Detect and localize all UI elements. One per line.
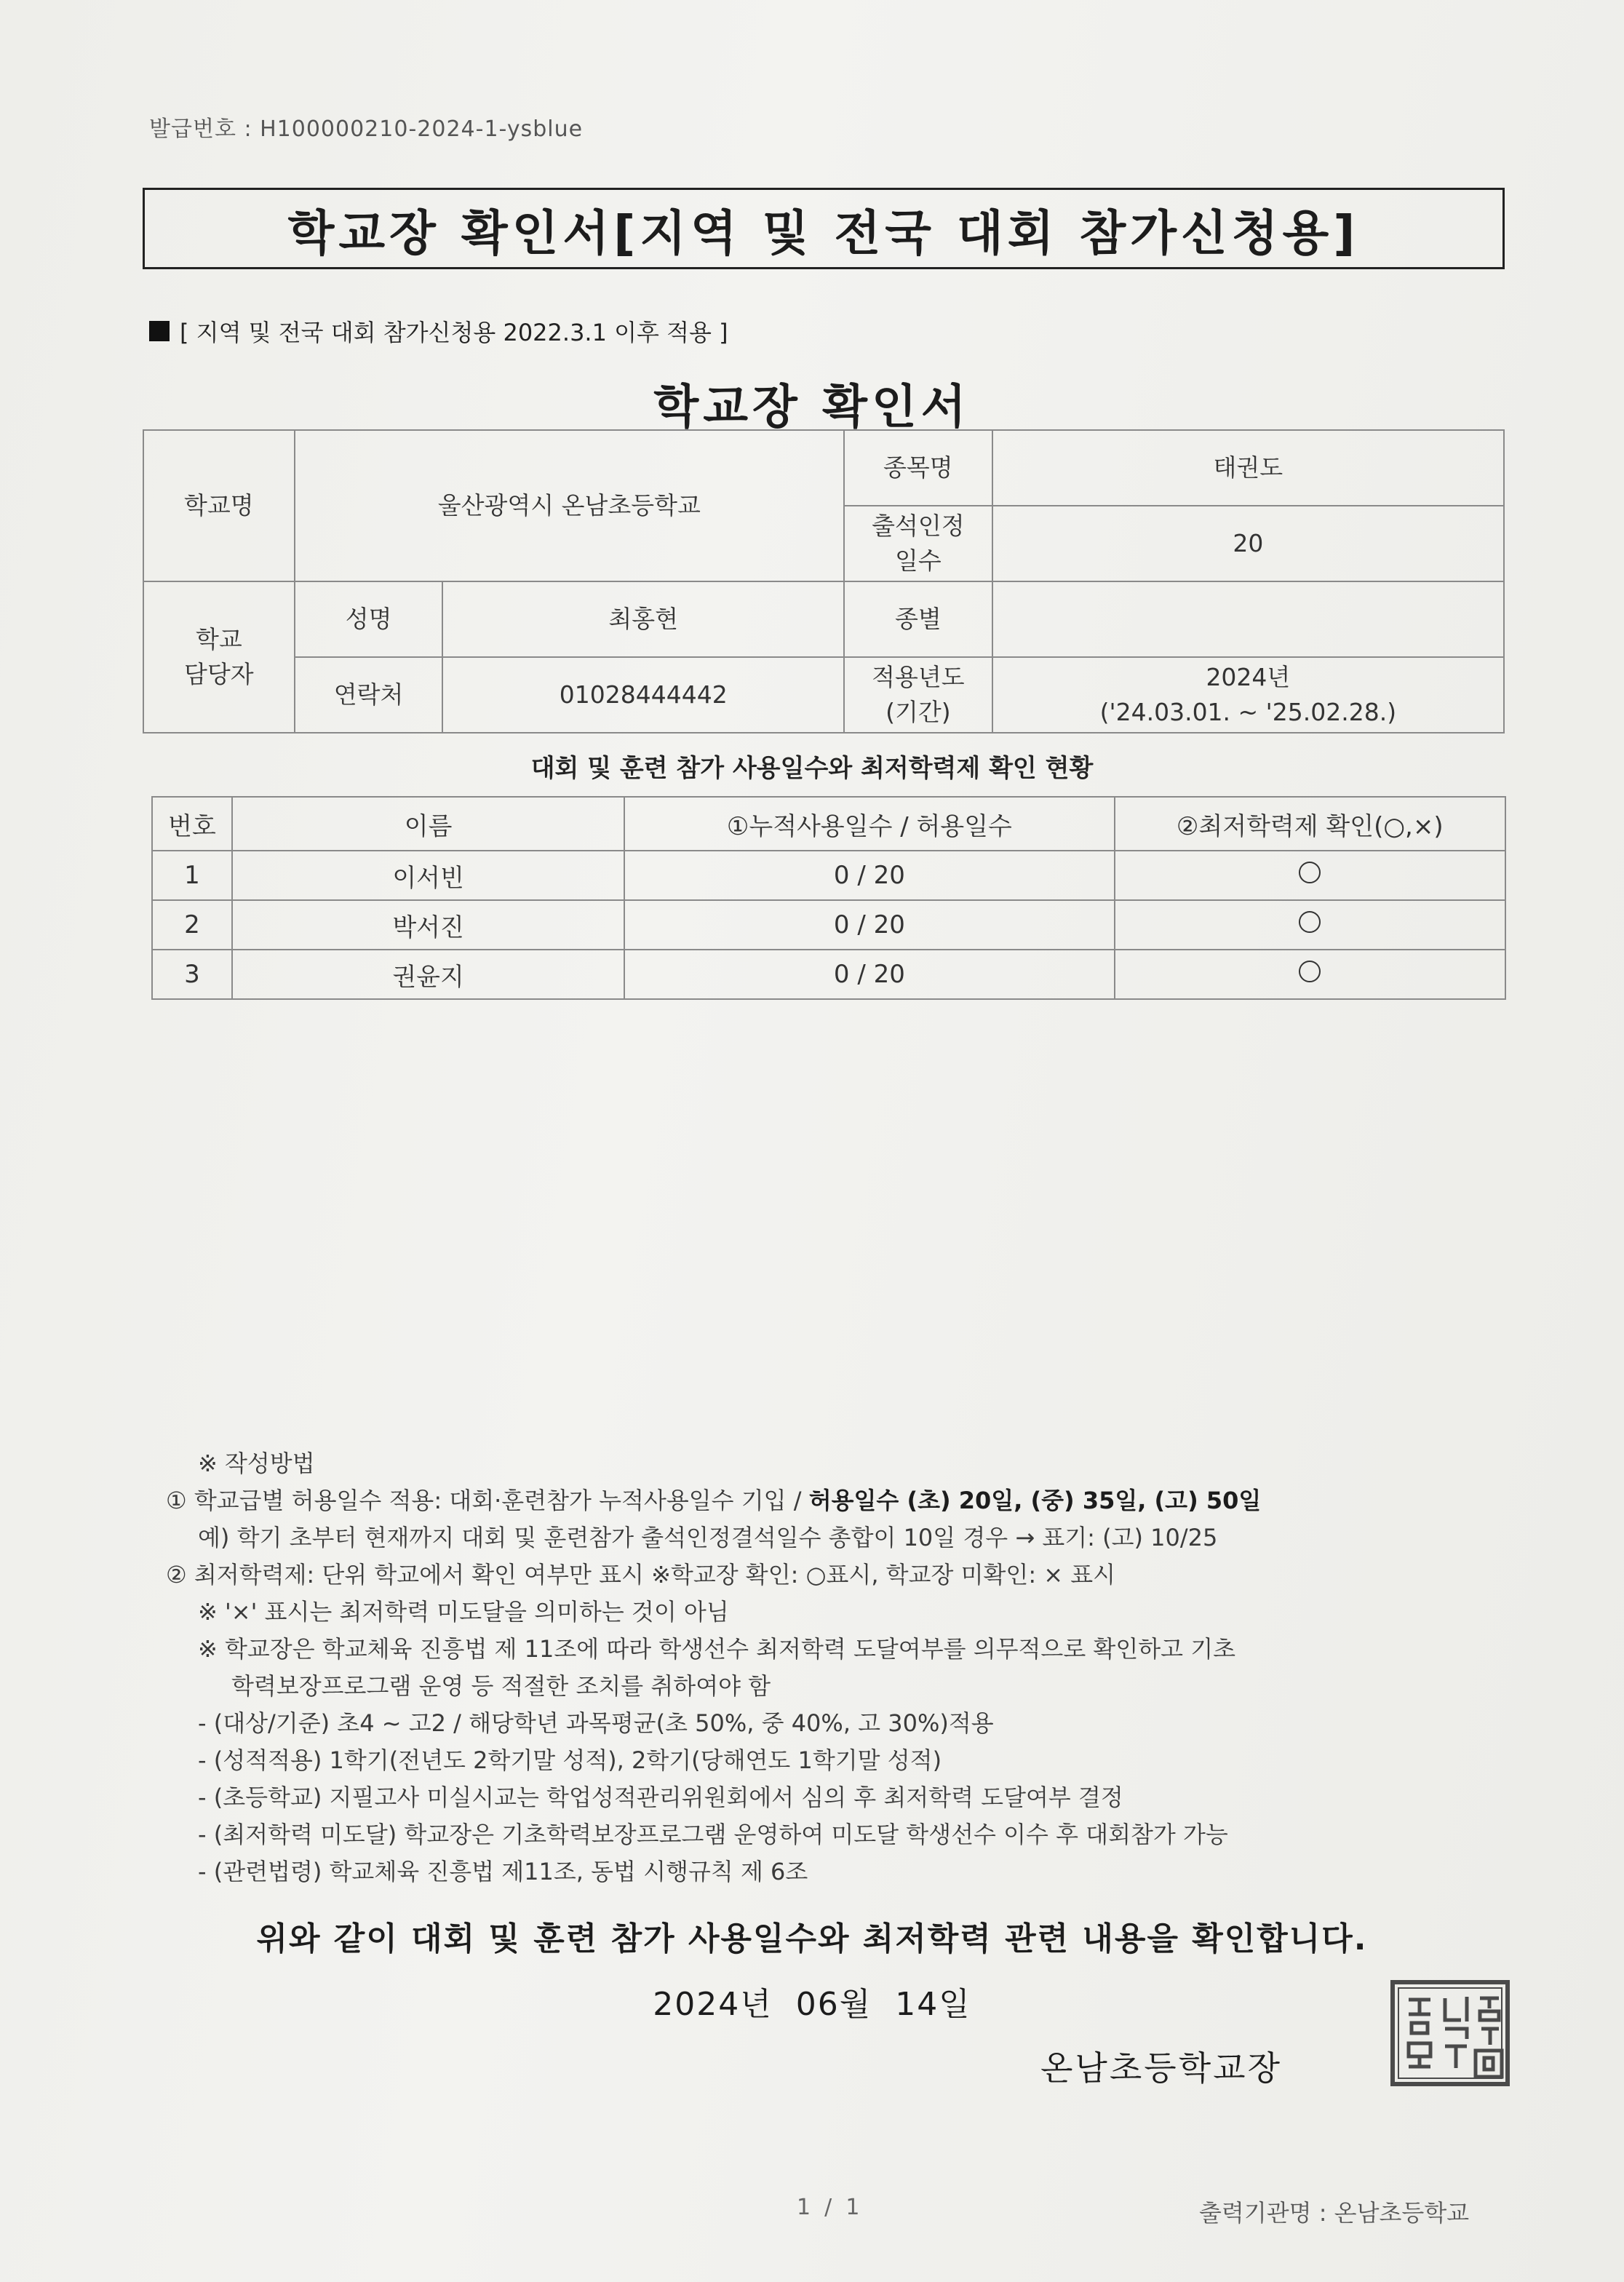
table-row — [152, 851, 1505, 900]
column-header-name: 이름 — [232, 797, 624, 851]
row-days: 0 / 20 — [624, 851, 1114, 900]
row-number: 2 — [152, 900, 232, 950]
sport-label: 종목명 — [844, 430, 992, 506]
instruction-line-1-text: ① 학교급별 허용일수 적용: 대회·훈련참가 누적사용일수 기입 / — [166, 1487, 809, 1514]
row-name: 권윤지 — [232, 950, 624, 999]
status-header-row — [152, 797, 1505, 851]
issue-date: 2024년 06월 14일 — [653, 1986, 971, 2023]
confirmation-sentence: 위와 같이 대회 및 훈련 참가 사용일수와 최저학력 관련 내용을 확인합니다. — [256, 1920, 1368, 1957]
column-header-number: 번호 — [152, 797, 232, 851]
school-seal-stamp — [1388, 1978, 1512, 2088]
circle-check-icon — [1299, 961, 1321, 982]
year-value — [992, 657, 1504, 733]
instruction-line-1 — [166, 1482, 1461, 1519]
principal-name: 온남초등학교장 — [1040, 2048, 1283, 2088]
row-check — [1115, 950, 1505, 999]
info-table — [143, 429, 1505, 734]
row-number: 1 — [152, 851, 232, 900]
category-label: 종별 — [844, 581, 992, 657]
instruction-line-2: 예) 학기 초부터 현재까지 대회 및 훈련참가 출석인정결석일수 총합이 10일 경우 → 표기: (고) 10/25 — [198, 1524, 1218, 1551]
column-header-check: ②최저학력제 확인(○,×) — [1115, 797, 1505, 851]
manager-label: 학교 담당자 — [143, 581, 295, 733]
school-label: 학교명 — [143, 430, 295, 581]
instructions-heading: ※ 작성방법 — [198, 1450, 315, 1477]
row-days: 0 / 20 — [624, 900, 1114, 950]
page-number: 1 / 1 — [797, 2195, 860, 2220]
issuer-name: 출력기관명 : 온남초등학교 — [1199, 2199, 1470, 2227]
instruction-line-3: ② 최저학력제: 단위 학교에서 확인 여부만 표시 ※학교장 확인: ○표시, 학교장 미확인: × 표시 — [166, 1561, 1116, 1589]
instruction-line-6: 학력보장프로그램 운영 등 적절한 조치를 취하여야 함 — [231, 1672, 771, 1700]
row-check — [1115, 900, 1505, 950]
summary-heading: 대회 및 훈련 참가 사용일수와 최저학력제 확인 현황 — [530, 754, 1094, 783]
row-name: 박서진 — [232, 900, 624, 950]
category-value — [992, 581, 1504, 657]
attendance-value: 20 — [992, 506, 1504, 581]
row-check — [1115, 851, 1505, 900]
row-days: 0 / 20 — [624, 950, 1114, 999]
attendance-label: 출석인정 일수 — [844, 506, 992, 581]
year-text: 2024년 — [1206, 663, 1291, 692]
sport-value: 태권도 — [992, 430, 1504, 506]
contact-value: 01028444442 — [442, 657, 844, 733]
contact-label: 연락처 — [295, 657, 443, 733]
instructions-block — [166, 1445, 1461, 1891]
column-header-days: ①누적사용일수 / 허용일수 — [624, 797, 1114, 851]
table-row — [152, 950, 1505, 999]
document-title: 학교장 확인서 — [653, 381, 971, 434]
name-label: 성명 — [295, 581, 443, 657]
instruction-line-4: ※ '×' 표시는 최저학력 미도달을 의미하는 것이 아님 — [198, 1598, 729, 1626]
black-square-icon — [149, 321, 170, 341]
table-row — [152, 900, 1505, 950]
row-name: 이서빈 — [232, 851, 624, 900]
instruction-line-5: ※ 학교장은 학교체육 진흥법 제 11조에 따라 학생선수 최저학력 도달여부를 의무적으로 확인하고 기초 — [198, 1635, 1236, 1663]
period-text: ('24.03.01. ~ '25.02.28.) — [1099, 698, 1397, 726]
issue-number: 발급번호 : H100000210-2024-1-ysblue — [149, 116, 584, 142]
subheading — [149, 314, 728, 348]
allowed-days-text: 허용일수 (초) 20일, (중) 35일, (고) 50일 — [808, 1487, 1262, 1514]
year-label: 적용년도 (기간) — [844, 657, 992, 733]
instruction-line-8: - (성적적용) 1학기(전년도 2학기말 성적), 2학기(당해연도 1학기말 성적) — [198, 1746, 942, 1774]
name-value: 최홍현 — [442, 581, 844, 657]
circle-check-icon — [1299, 862, 1321, 883]
instruction-line-10: - (최저학력 미도달) 학교장은 기초학력보장프로그램 운영하여 미도달 학생선수 이수 후 대회참가 가능 — [198, 1821, 1228, 1848]
instruction-line-11: - (관련법령) 학교체육 진흥법 제11조, 동법 시행규칙 제 6조 — [198, 1858, 808, 1885]
instruction-line-9: - (초등학교) 지필고사 미실시교는 학업성적관리위원회에서 심의 후 최저학력 도달여부 결정 — [198, 1784, 1123, 1811]
subheading-text: [ 지역 및 전국 대회 참가신청용 2022.3.1 이후 적용 ] — [180, 319, 728, 346]
main-title: 학교장 확인서[지역 및 전국 대회 참가신청용] — [143, 188, 1505, 269]
status-table — [151, 796, 1506, 1000]
circle-check-icon — [1299, 911, 1321, 933]
instruction-line-7: - (대상/기준) 초4 ~ 고2 / 해당학년 과목평균(초 50%, 중 40%, 고 30%)적용 — [198, 1709, 994, 1737]
row-number: 3 — [152, 950, 232, 999]
school-value: 울산광역시 온남초등학교 — [295, 430, 844, 581]
